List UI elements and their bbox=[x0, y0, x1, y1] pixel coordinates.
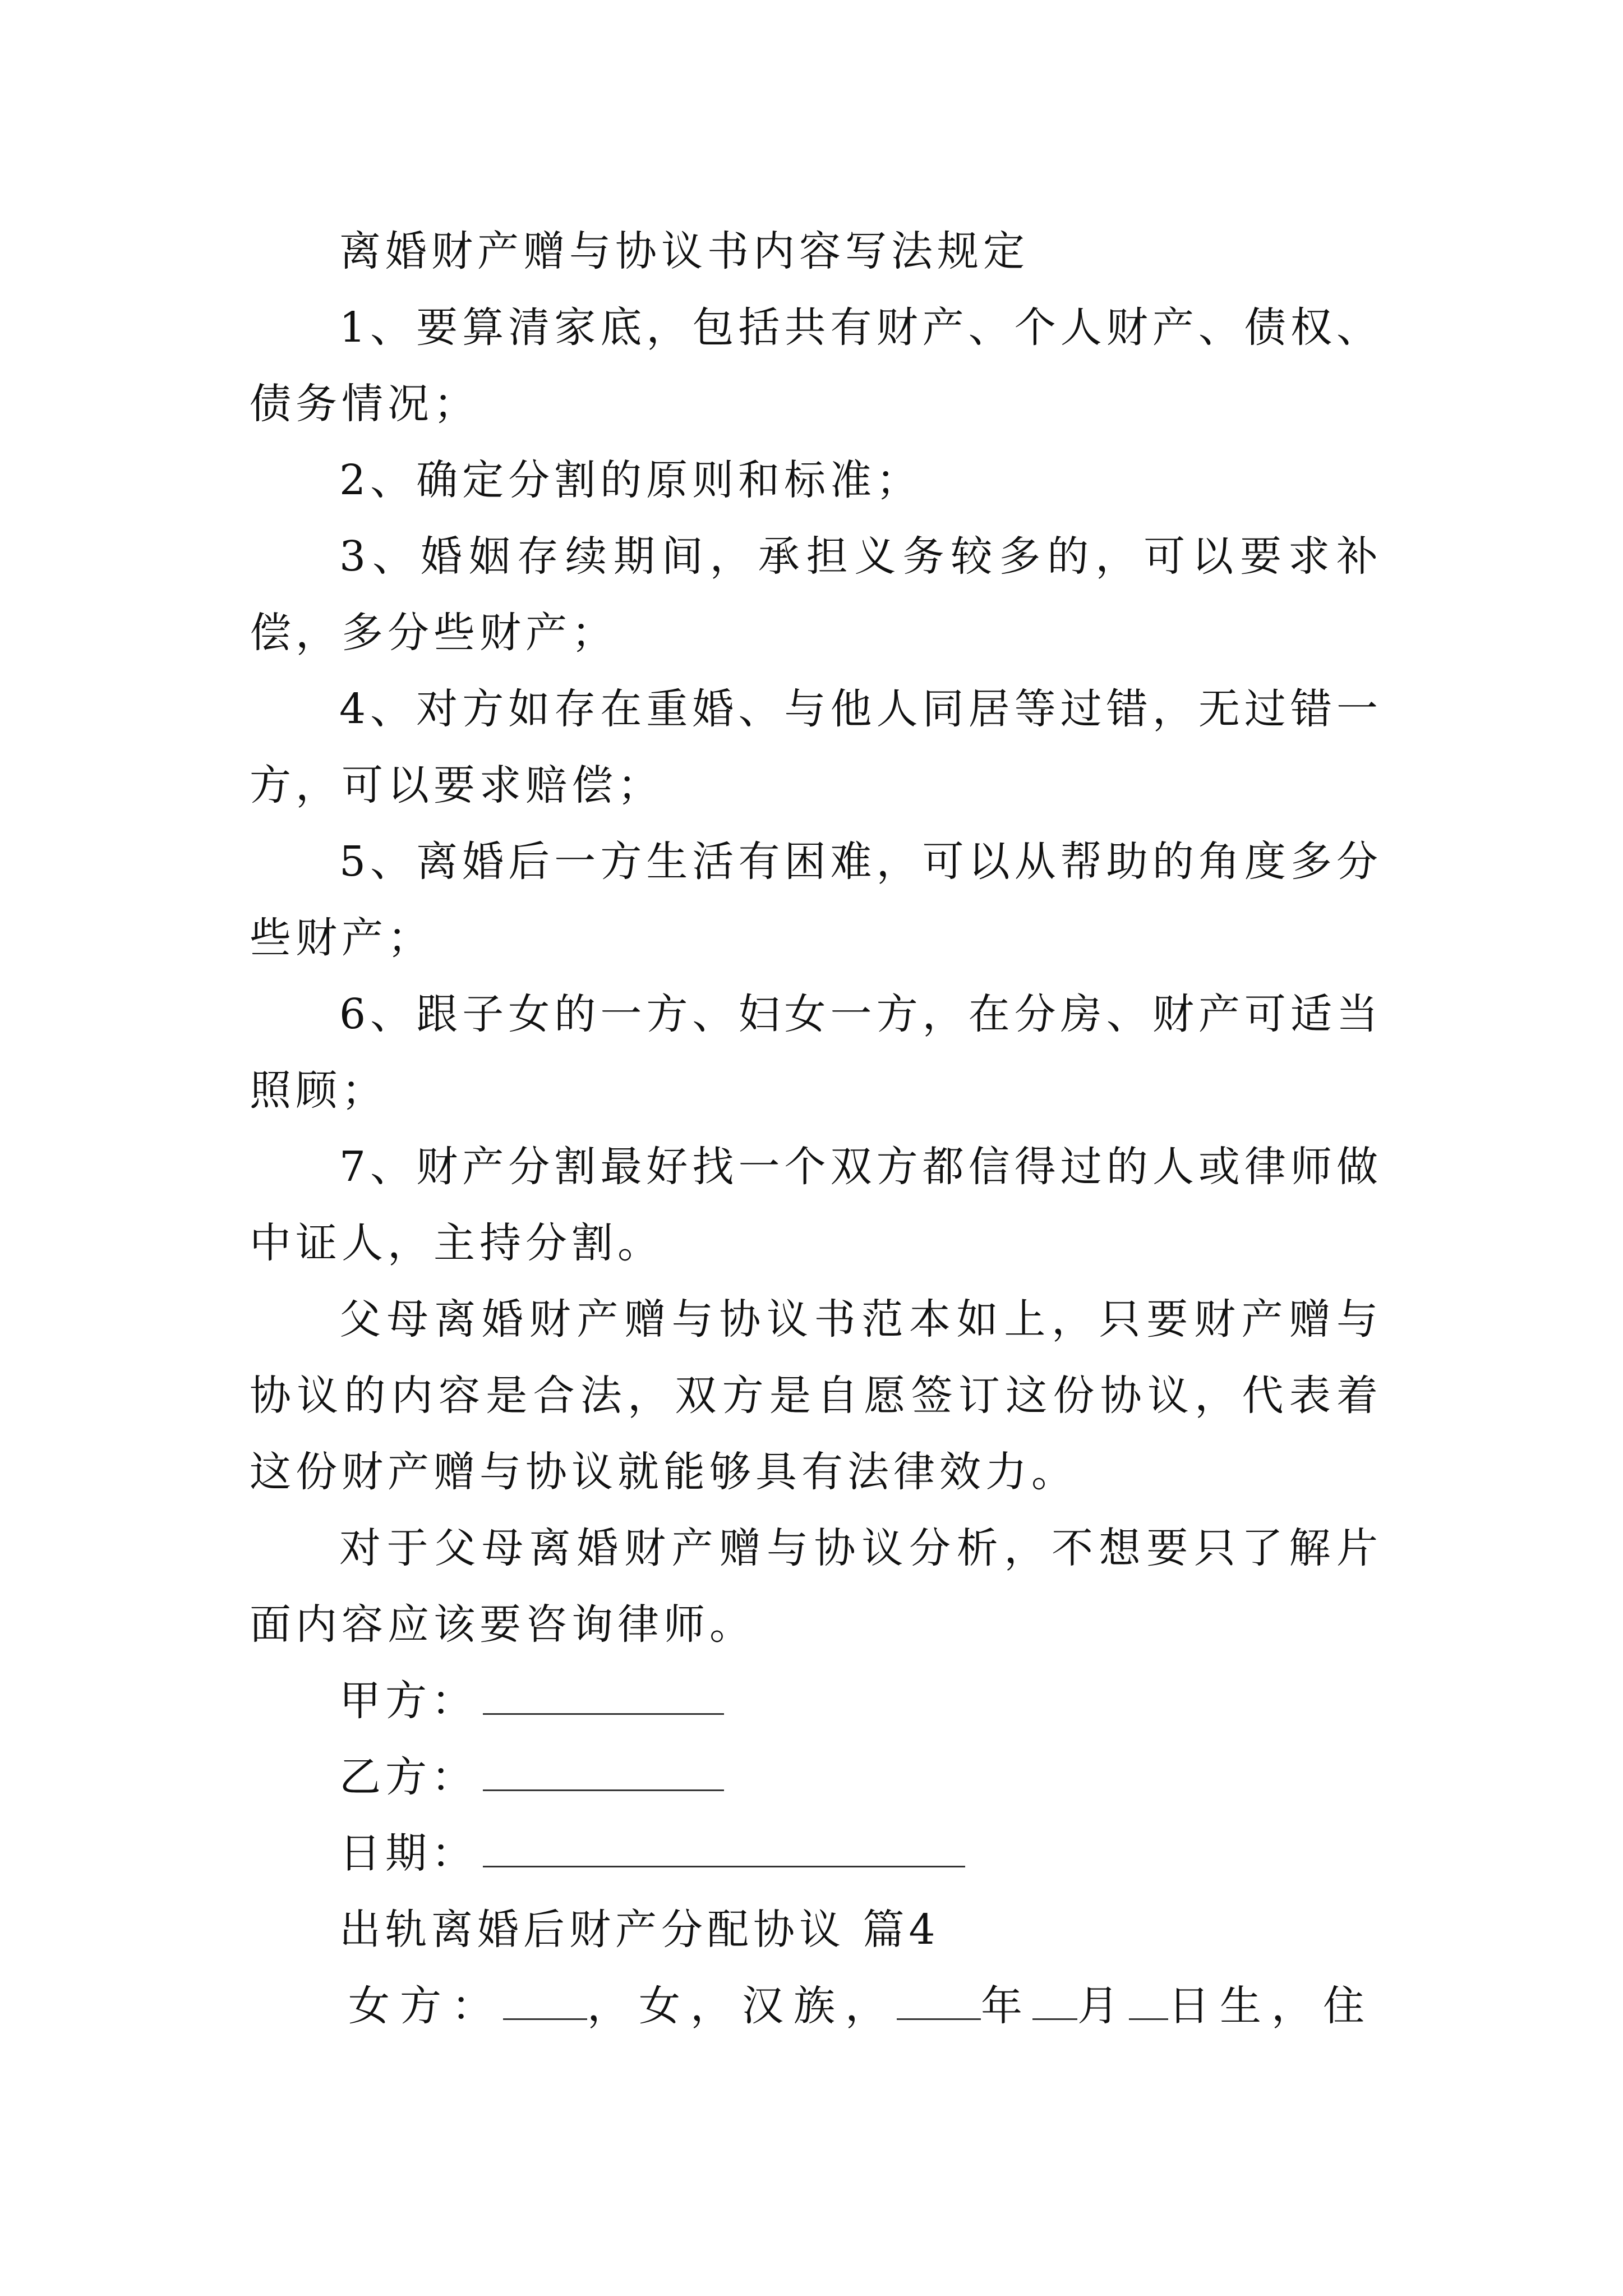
party-b-label: 乙方： bbox=[339, 1753, 477, 1801]
list-item: 7、财产分割最好找一个双方都信得过的人或律师做中证人，主持分割。 bbox=[250, 1143, 1382, 1267]
list-item: 3、婚姻存续期间，承担义务较多的，可以要求补偿，多分些财产； bbox=[250, 532, 1382, 657]
female-party-line bbox=[250, 1968, 1382, 2044]
section-title: 离婚财产赠与协议书内容写法规定 bbox=[339, 227, 1029, 275]
party-b-blank bbox=[483, 1788, 724, 1791]
document-body bbox=[250, 213, 1382, 2044]
month-label: 月 bbox=[1077, 1982, 1129, 2030]
female-name-blank bbox=[503, 2017, 587, 2020]
birth-month-blank bbox=[1032, 2017, 1077, 2020]
list-item: 6、跟子女的一方、妇女一方，在分房、财产可适当照顾； bbox=[250, 990, 1382, 1115]
birth-day-blank bbox=[1129, 2017, 1168, 2020]
party-b-line bbox=[250, 1739, 1382, 1815]
summary-paragraph: 父母离婚财产赠与协议书范本如上，只要财产赠与协议的内容是合法，双方是自愿签订这份协议，代表着这份财产赠与协议就能够具有法律效力。 bbox=[250, 1295, 1382, 1496]
day-suffix: 日生，住 bbox=[1168, 1982, 1375, 2030]
female-label: 女方： bbox=[348, 1982, 503, 2030]
list-item: 2、确定分割的原则和标准； bbox=[339, 456, 923, 504]
list-item: 4、对方如存在重婚、与他人同居等过错，无过错一方，可以要求赔偿； bbox=[250, 685, 1382, 809]
list-item: 1、要算清家底，包括共有财产、个人财产、债权、债务情况； bbox=[250, 303, 1382, 428]
section-heading: 出轨离婚后财产分配协议 篇4 bbox=[339, 1906, 940, 1954]
birth-year-blank bbox=[897, 2017, 981, 2020]
advice-paragraph: 对于父母离婚财产赠与协议分析，不想要只了解片面内容应该要咨询律师。 bbox=[250, 1524, 1382, 1649]
year-label: 年 bbox=[981, 1982, 1032, 2030]
date-label: 日期： bbox=[339, 1829, 477, 1878]
list-item: 5、离婚后一方生活有困难，可以从帮助的角度多分些财产； bbox=[250, 838, 1382, 962]
party-a-label: 甲方： bbox=[339, 1677, 477, 1725]
party-a-line bbox=[250, 1663, 1382, 1739]
party-a-blank bbox=[483, 1712, 724, 1715]
date-blank bbox=[483, 1865, 965, 1867]
date-line bbox=[250, 1815, 1382, 1892]
female-desc: ，女，汉族， bbox=[587, 1982, 897, 2030]
